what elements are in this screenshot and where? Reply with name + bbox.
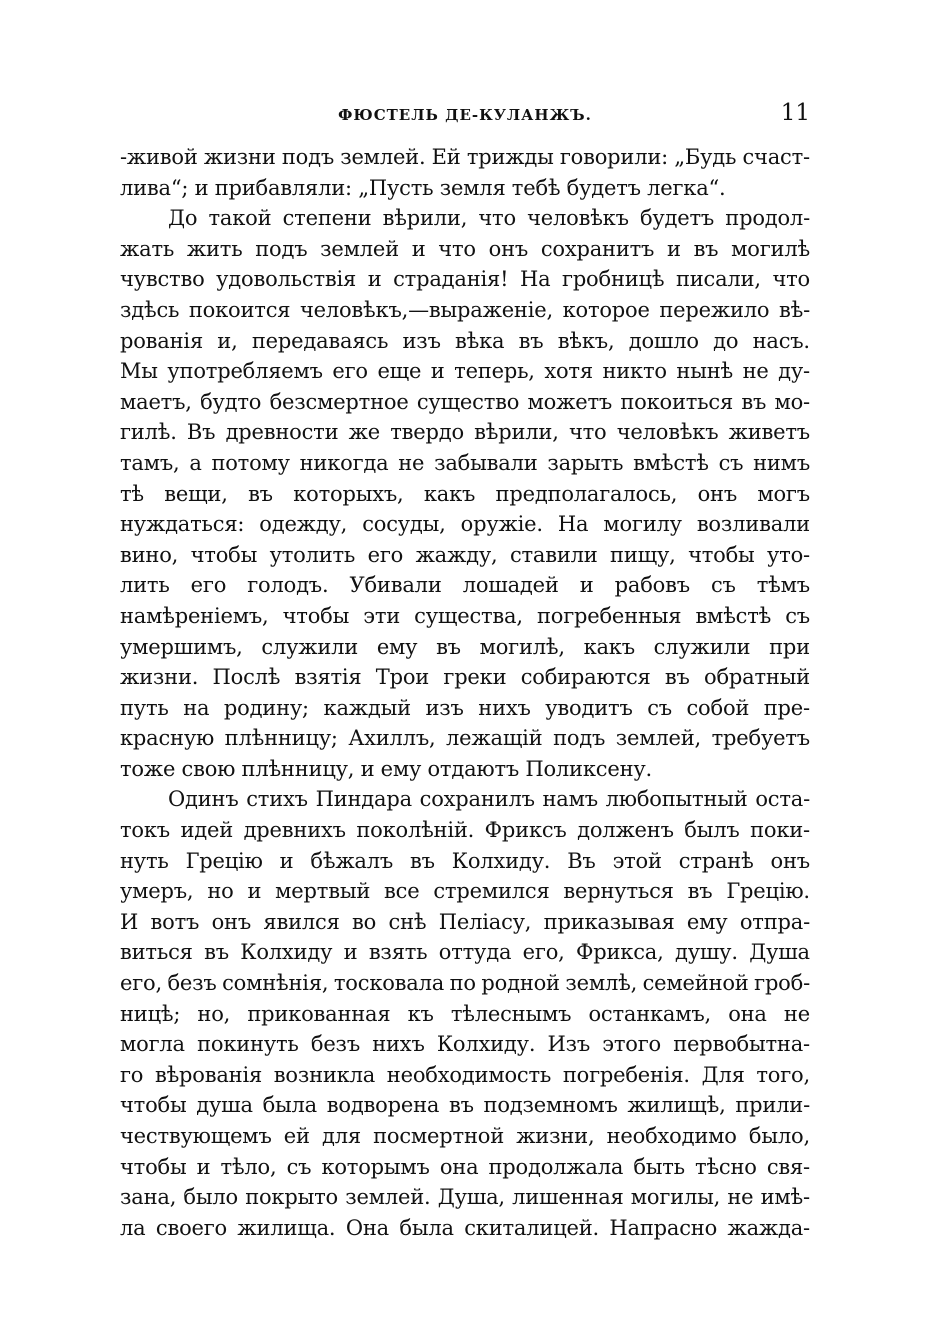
text-line: вино, чтобы утолить его жажду, ставили пищу, чтобы уто-	[120, 542, 810, 567]
text-line: красную плѣнницу; Ахиллъ, лежащій подъ землей, требуетъ	[120, 726, 810, 751]
text-line: ницѣ; но, прикованная къ тѣлеснымъ останкамъ, она не	[120, 1001, 810, 1026]
text-line: -живой жизни подъ землей. Ей трижды говорили: „Будь счаст-	[120, 145, 810, 169]
running-head-title: ФЮСТЕЛЬ ДЕ-КУЛАНЖЪ.	[338, 106, 592, 124]
text-line: жизни. Послѣ взятія Трои греки собираются въ обратный	[120, 665, 810, 690]
text-line: рованія и, передаваясь изъ вѣка въ вѣкъ, дошло до насъ.	[120, 328, 810, 353]
book-page	[120, 100, 810, 1243]
text-line: тѣ вещи, въ которыхъ, какъ предполагалось, онъ могъ	[120, 481, 810, 506]
text-line: го вѣрованія возникла необходимость погребенія. Для того,	[120, 1062, 810, 1087]
text-line: нуть Грецію и бѣжалъ въ Колхиду. Въ этой странѣ онъ	[120, 848, 810, 873]
text-line: нуждаться: одежду, сосуды, оружіе. На могилу возливали	[120, 512, 810, 537]
text-line: могла покинуть безъ нихъ Колхиду. Изъ этого первобытна-	[120, 1032, 810, 1057]
text-line: лива“; и прибавляли: „Пусть земля тебѣ будетъ легка“.	[120, 175, 726, 200]
text-line: маетъ, будто безсмертное существо можетъ покоиться въ мо-	[120, 389, 810, 414]
text-line: умеръ, но и мертвый все стремился вернуться въ Грецію.	[120, 879, 810, 904]
text-line: Мы употребляемъ его еще и теперь, хотя никто нынѣ не ду-	[120, 359, 810, 384]
body-text	[120, 142, 810, 1243]
text-line: путь на родину; каждый изъ нихъ уводитъ съ собой пре-	[120, 695, 810, 720]
text-line: тоже свою плѣнницу, и ему отдаютъ Поликсену.	[120, 756, 652, 781]
text-line: Одинъ стихъ Пиндара сохранилъ намъ любопытный оста-	[168, 787, 810, 812]
text-line: виться въ Колхиду и взять оттуда его, Фрикса, душу. Душа	[120, 940, 810, 965]
text-line: До такой степени вѣрили, что человѣкъ будетъ продол-	[168, 206, 810, 231]
text-line: жать жить подъ землей и что онъ сохранитъ и въ могилѣ	[120, 236, 810, 261]
text-line: чествующемъ ей для посмертной жизни, необходимо было,	[120, 1124, 810, 1148]
text-line: лить его голодъ. Убивали лошадей и рабовъ съ тѣмъ	[120, 573, 810, 598]
text-line: умершимъ, служили ему въ могилѣ, какъ служили при	[120, 634, 810, 659]
text-line: тамъ, а потому никогда не забывали зарыть вмѣстѣ съ нимъ	[120, 450, 810, 475]
text-line: И вотъ онъ явился во снѣ Пеліасу, приказывая ему отпра-	[120, 909, 810, 934]
text-line: здѣсь покоится человѣкъ,—выраженіе, которое пережило вѣ-	[120, 297, 810, 322]
text-line: чтобы и тѣло, съ которымъ она продолжала быть тѣсно свя-	[120, 1154, 810, 1179]
text-line: намѣреніемъ, чтобы эти существа, погребенныя вмѣстѣ съ	[120, 603, 810, 628]
text-line: его, безъ сомнѣнія, тосковала по родной землѣ, семейной гроб-	[120, 971, 810, 996]
text-line: чувство удовольствія и страданія! На гробницѣ писали, что	[120, 267, 810, 292]
text-line: гилѣ. Въ древности же твердо вѣрили, что человѣкъ живетъ	[120, 420, 810, 445]
text-line: ла своего жилища. Она была скиталицей. Напрасно жажда-	[120, 1215, 810, 1240]
running-head	[120, 100, 810, 134]
text-line: чтобы душа была водворена въ подземномъ жилищѣ, прили-	[120, 1093, 810, 1118]
text-line: токъ идей древнихъ поколѣній. Фриксъ долженъ былъ поки-	[120, 818, 810, 843]
page-number: 11	[780, 100, 810, 126]
text-line: зана, было покрыто землей. Душа, лишенная могилы, не имѣ-	[120, 1185, 810, 1210]
